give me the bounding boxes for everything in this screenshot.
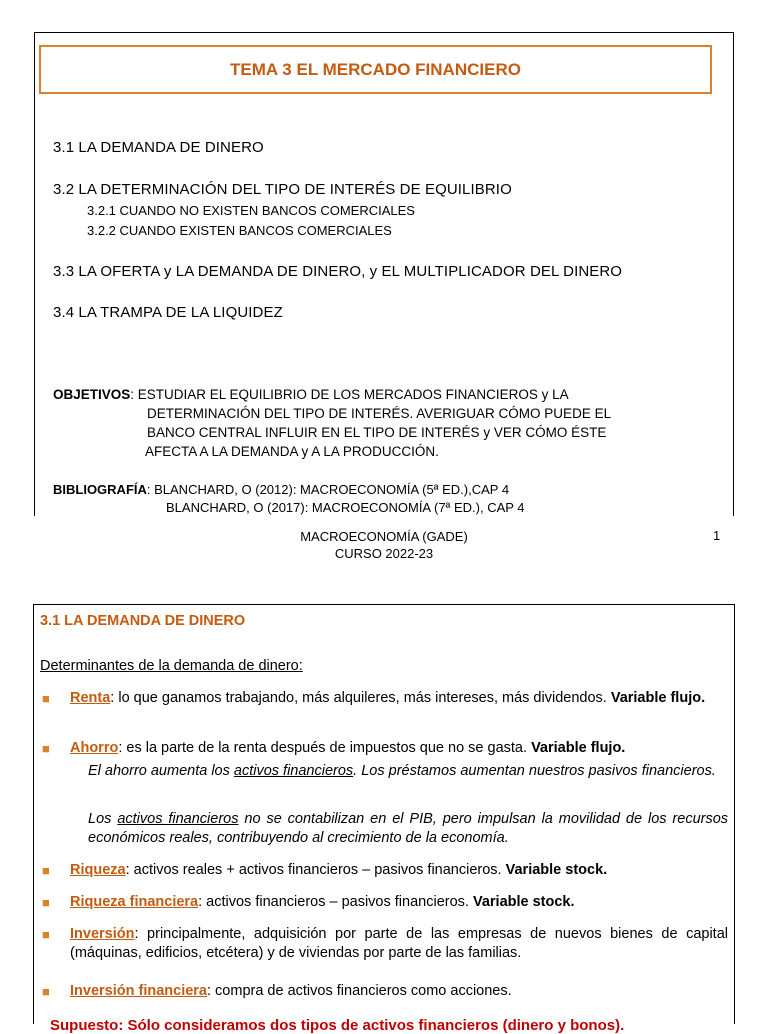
footer-course: MACROECONOMÍA (GADE): [300, 529, 468, 544]
objetivos-line-2: DETERMINACIÓN DEL TIPO DE INTERÉS. AVERIGUAR CÓMO PUEDE EL: [147, 406, 612, 421]
square-bullet-icon: ■: [42, 984, 50, 999]
bullet-inversion-financiera: ■ Inversión financiera: compra de activos financieros como acciones.: [42, 983, 512, 999]
square-bullet-icon: ■: [42, 895, 50, 910]
term-renta: Renta: [70, 690, 111, 706]
term-inversion-financiera: Inversión financiera: [70, 983, 207, 999]
bibliografia-line-2: BLANCHARD, O (2017): MACROECONOMÍA (7ª ED.), CAP 4: [166, 500, 525, 515]
slide-title-box: [39, 45, 712, 94]
toc-item-3-4: 3.4 LA TRAMPA DE LA LIQUIDEZ: [53, 304, 283, 321]
term-riqueza-financiera: Riqueza financiera: [70, 894, 199, 910]
slide-2: [33, 604, 735, 1034]
section-title: 3.1 LA DEMANDA DE DINERO: [40, 613, 246, 629]
bullet-ahorro: ■ Ahorro: es la parte de la renta después de impuestos que no se gasta. Variable flujo.: [42, 740, 626, 756]
square-bullet-icon: ■: [42, 691, 50, 706]
slide-1: [34, 32, 734, 516]
determinantes-heading: Determinantes de la demanda de dinero:: [40, 658, 303, 674]
square-bullet-icon: ■: [42, 927, 50, 942]
bullet-riqueza: ■ Riqueza: activos reales + activos financieros – pasivos financieros. Variable stock.: [42, 862, 608, 878]
page-number: 1: [713, 528, 721, 543]
objetivos-label: OBJETIVOS: [53, 387, 131, 402]
toc-item-3-3: 3.3 LA OFERTA y LA DEMANDA DE DINERO, y EL MULTIPLICADOR DEL DINERO: [53, 263, 623, 280]
bibliografia-label: BIBLIOGRAFÍA: [53, 482, 147, 497]
ahorro-note-1: El ahorro aumenta los activos financieros. Los préstamos aumentan nuestros pasivos financieros.: [88, 763, 716, 779]
supuesto-note: Supuesto: Sólo consideramos dos tipos de activos financieros (dinero y bonos).: [50, 1017, 625, 1034]
ahorro-note-2: Los activos financieros no se contabilizan en el PIB, pero impulsan la movilidad de los recursos económicos reales, contribuyendo al crecimiento de la economía.: [88, 811, 729, 846]
slide-title: TEMA 3 EL MERCADO FINANCIERO: [230, 59, 521, 79]
bullet-inversion: ■ Inversión: principalmente, adquisición por parte de las empresas de nuevos bienes de capital (máquinas, edificios, etcétera) y de viviendas por parte de las familias.: [42, 926, 728, 961]
toc-item-3-1: 3.1 LA DEMANDA DE DINERO: [53, 139, 264, 156]
toc-item-3-2-2: 3.2.2 CUANDO EXISTEN BANCOS COMERCIALES: [87, 223, 392, 238]
toc-item-3-2-1: 3.2.1 CUANDO NO EXISTEN BANCOS COMERCIALES: [87, 203, 415, 218]
toc-item-3-2: 3.2 LA DETERMINACIÓN DEL TIPO DE INTERÉS DE EQUILIBRIO: [53, 181, 512, 198]
term-riqueza: Riqueza: [70, 862, 126, 878]
objetivos-line-4: AFECTA A LA DEMANDA y A LA PRODUCCIÓN.: [145, 444, 439, 459]
bullet-renta: ■ Renta: lo que ganamos trabajando, más alquileres, más intereses, más dividendos. Variable flujo.: [42, 690, 706, 706]
objetivos-line-3: BANCO CENTRAL INFLUIR EN EL TIPO DE INTERÉS y VER CÓMO ÉSTE: [147, 425, 607, 440]
bibliografia-line-1: BIBLIOGRAFÍA: BLANCHARD, O (2012): MACROECONOMÍA (5ª ED.),CAP 4: [53, 482, 510, 497]
bullet-riqueza-financiera: ■ Riqueza financiera: activos financieros – pasivos financieros. Variable stock.: [42, 894, 575, 910]
footer-year: CURSO 2022-23: [334, 546, 434, 561]
square-bullet-icon: ■: [42, 741, 50, 756]
square-bullet-icon: ■: [42, 863, 50, 878]
term-ahorro: Ahorro: [70, 740, 119, 756]
term-inversion: Inversión: [70, 926, 135, 942]
objetivos-line-1: OBJETIVOS: ESTUDIAR EL EQUILIBRIO DE LOS MERCADOS FINANCIEROS y LA: [53, 387, 569, 402]
